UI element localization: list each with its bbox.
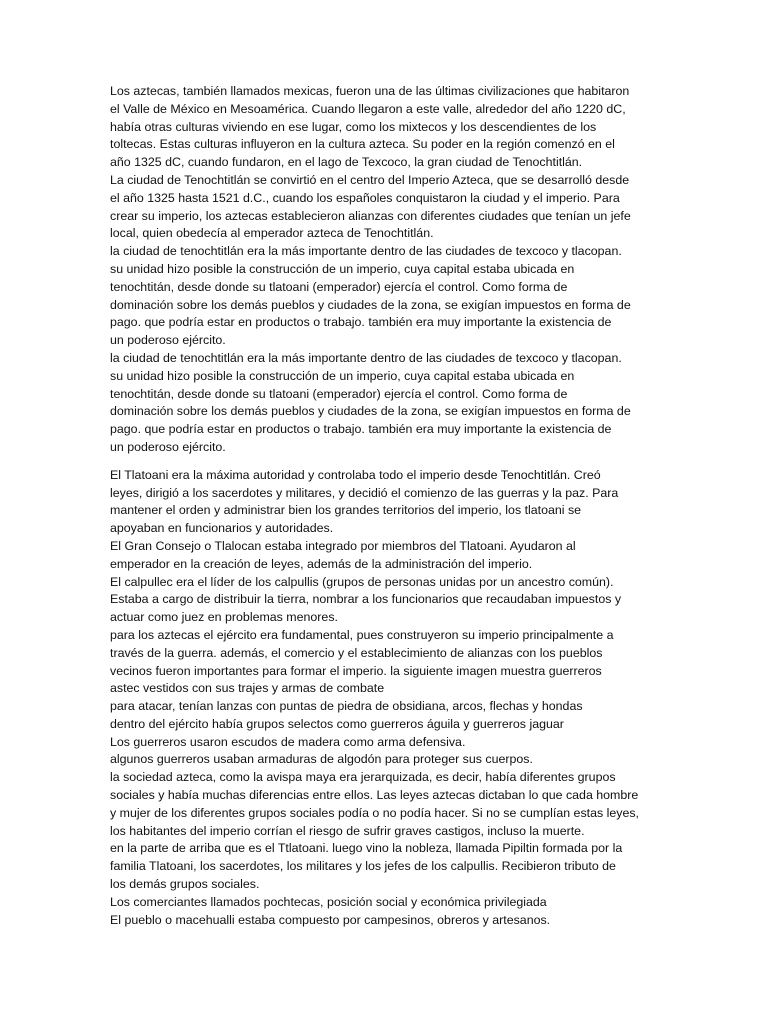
paragraph-armor: algunos guerreros usaban armaduras de algodón para proteger sus cuerpos. xyxy=(110,752,533,767)
paragraph-gran-consejo: El Gran Consejo o Tlalocan estaba integrado por miembros del Tlatoani. Ayudaron al emperador en la creación de leyes, además de la administración del imperio. xyxy=(110,538,576,571)
paragraph-gap xyxy=(110,457,664,467)
paragraph-tlatoani: El Tlatoani era la máxima autoridad y controlaba todo el imperio desde Tenochtitlán. Creó leyes, dirigió a los sacerdotes y militares, y decidió el comienzo de las guerras y la paz. Para mantener el orden y administrar bien los grandes territorios del imperio, los tlatoani se apoyaban en funcionarios y autoridades. xyxy=(110,467,619,536)
paragraph-weapons: para atacar, tenían lanzas con puntas de piedra de obsidiana, arcos, flechas y hondas dentro del ejército había grupos selectos como guerreros águila y guerreros jaguar xyxy=(110,699,583,731)
paragraph-hierarchy-top: en la parte de arriba que es el Ttlatoani. luego vino la nobleza, llamada Pipiltin formada por la familia Tlatoani, los sacerdotes, los militares y los jefes de los calpullis. Recibieron tributo de los demás grupos sociales. xyxy=(110,841,623,892)
paragraph-shields: Los guerreros usaron escudos de madera como arma defensiva. xyxy=(110,734,466,749)
paragraph-society: la sociedad azteca, como la avispa maya era jerarquizada, es decir, había diferentes grupos sociales y había muchas diferencias entre ellos. Las leyes aztecas dictaban lo que cada hombre y mujer de los diferentes grupos sociales podía o no podía hacer. Si no se cumplían estas leyes, los habitantes del imperio corrían el riesgo de sufrir graves castigos, incluso la muerte. xyxy=(110,770,639,838)
paragraph-tenochtitlan-importance: la ciudad de tenochtitlán era la más importante dentro de las ciudades de texcoco y tlacopan. su unidad hizo posible la construcción de un imperio, cuya capital estaba ubicada en tenochtitán, desde donde su tlatoani (emperador) ejercía el control. Como forma de dominación sobre los demás pueblos y ciudades de la zona, se exigían impuestos en forma de pago. que podría estar en productos o trabajo. también era muy importante la existencia de un poderoso ejército. xyxy=(110,244,631,348)
paragraph-tenochtitlan-importance-repeat: la ciudad de tenochtitlán era la más importante dentro de las ciudades de texcoco y tlacopan. su unidad hizo posible la construcción de un imperio, cuya capital estaba ubicada en tenochtitán, desde donde su tlatoani (emperador) ejercía el control. Como forma de dominación sobre los demás pueblos y ciudades de la zona, se exigían impuestos en forma de pago. que podría estar en productos o trabajo. también era muy importante la existencia de un poderoso ejército. xyxy=(110,350,631,454)
paragraph-aztecs-intro: Los aztecas, también llamados mexicas, fueron una de las últimas civilizaciones que habitaron el Valle de México en Mesoamérica. Cuando llegaron a este valle, alrededor del año 1220 dC, había otras culturas viviendo en ese lugar, como los mixtecos y los descendientes de los toltecas. Estas culturas influyeron en la cultura azteca. Su poder en la región comenzó en el año 1325 dC, cuando fundaron, en el lago de Texcoco, la gran ciudad de Tenochtitlán. xyxy=(110,84,630,170)
paragraph-army: para los aztecas el ejército era fundamental, pues construyeron su imperio principalmente a través de la guerra. además, el comercio y el establecimiento de alianzas con los pueblos vecinos fueron importantes para formar el imperio. la siguiente imagen muestra guerreros astec vestidos con sus trajes y armas de combate xyxy=(110,627,614,696)
document-body xyxy=(110,83,664,929)
paragraph-macehualli: El pueblo o macehualli estaba compuesto por campesinos, obreros y artesanos. xyxy=(110,912,551,927)
paragraph-tenochtitlan-empire: La ciudad de Tenochtitlán se convirtió en el centro del Imperio Azteca, que se desarrolló desde el año 1325 hasta 1521 d.C., cuando los españoles conquistaron la ciudad y el imperio. Para crear su imperio, los aztecas establecieron alianzas con diferentes ciudades que tenían un jefe local, quien obedecía al emperador azteca de Tenochtitlán. xyxy=(110,172,631,241)
paragraph-calpullec: El calpullec era el líder de los calpullis (grupos de personas unidas por un ancestro común). Estaba a cargo de distribuir la tierra, nombrar a los funcionarios que recaudaban impuestos y actuar como juez en problemas menores. xyxy=(110,574,622,625)
paragraph-merchants: Los comerciantes llamados pochtecas, posición social y económica privilegiada xyxy=(110,894,547,909)
